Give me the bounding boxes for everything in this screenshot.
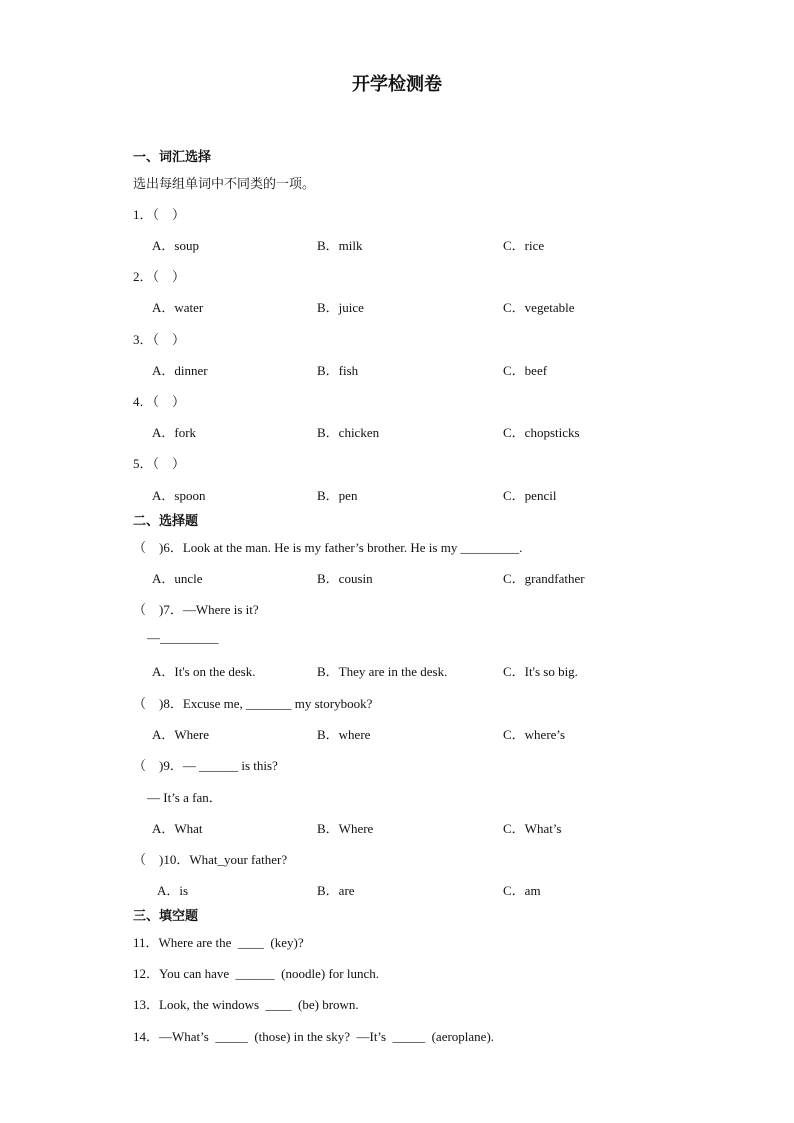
option-b: B．chicken [317, 425, 380, 440]
option-b: B．juice [317, 300, 364, 315]
option-a: A．fork [152, 425, 197, 440]
option-c: C．rice [503, 238, 545, 253]
option-b: B．milk [317, 238, 363, 253]
option-c: C．It's so big. [503, 664, 578, 679]
question-stem: （ )6．Look at the man. He is my father’s brother. He is my _________. [133, 540, 523, 555]
question-stem: （ )10．What_your father? [133, 852, 288, 867]
option-b: B．Where [317, 821, 374, 836]
option-a: A．soup [152, 238, 199, 253]
question-stem: 2．（ ） [133, 269, 186, 284]
option-c: C．beef [503, 363, 548, 378]
question-stem: （ )7．—Where is it? [133, 602, 259, 617]
option-c: C．where’s [503, 727, 566, 742]
option-c: C．chopsticks [503, 425, 580, 440]
option-b: B．pen [317, 488, 358, 503]
section-heading-vocabulary: 一、词汇选择 [133, 150, 212, 165]
fill-in-item: 12．You can have ______ (noodle) for lunch. [133, 966, 379, 981]
question-stem: 5．（ ） [133, 456, 186, 471]
option-b: B．They are in the desk. [317, 664, 448, 679]
option-a: A．is [157, 883, 189, 898]
option-a: A．It's on the desk. [152, 664, 256, 679]
fill-in-item: 11．Where are the ____ (key)? [133, 935, 304, 950]
option-c: C．am [503, 883, 541, 898]
option-a: A．Where [152, 727, 210, 742]
question-stem: 3．（ ） [133, 332, 186, 347]
option-a: A．uncle [152, 571, 203, 586]
fill-in-item: 13．Look, the windows ____ (be) brown. [133, 997, 359, 1012]
option-b: B．are [317, 883, 355, 898]
question-stem: 4．（ ） [133, 394, 186, 409]
option-c: C．pencil [503, 488, 557, 503]
question-stem: （ )8．Excuse me, _______ my storybook? [133, 696, 373, 711]
option-a: A．water [152, 300, 204, 315]
question-stem: （ )9．— ______ is this? [133, 758, 278, 773]
option-b: B．cousin [317, 571, 373, 586]
question-stem: 1．（ ） [133, 207, 186, 222]
fill-in-item: 14．—What’s _____ (those) in the sky? —It’s _____ (aeroplane). [133, 1029, 495, 1044]
option-a: A．dinner [152, 363, 208, 378]
option-c: C．What’s [503, 821, 562, 836]
answer-blank-line: —_________ [147, 630, 219, 645]
option-b: B．where [317, 727, 371, 742]
option-a: A．What [152, 821, 203, 836]
section-heading-choice: 二、选择题 [133, 514, 199, 529]
page-title: 开学检测卷 [352, 74, 442, 95]
section-instruction: 选出每组单词中不同类的一项。 [133, 177, 316, 192]
option-a: A．spoon [152, 488, 206, 503]
option-c: C．vegetable [503, 300, 575, 315]
option-c: C．grandfather [503, 571, 585, 586]
dialogue-line: — It’s a fan． [147, 790, 222, 805]
option-b: B．fish [317, 363, 359, 378]
section-heading-fill-in: 三、填空题 [133, 909, 199, 924]
